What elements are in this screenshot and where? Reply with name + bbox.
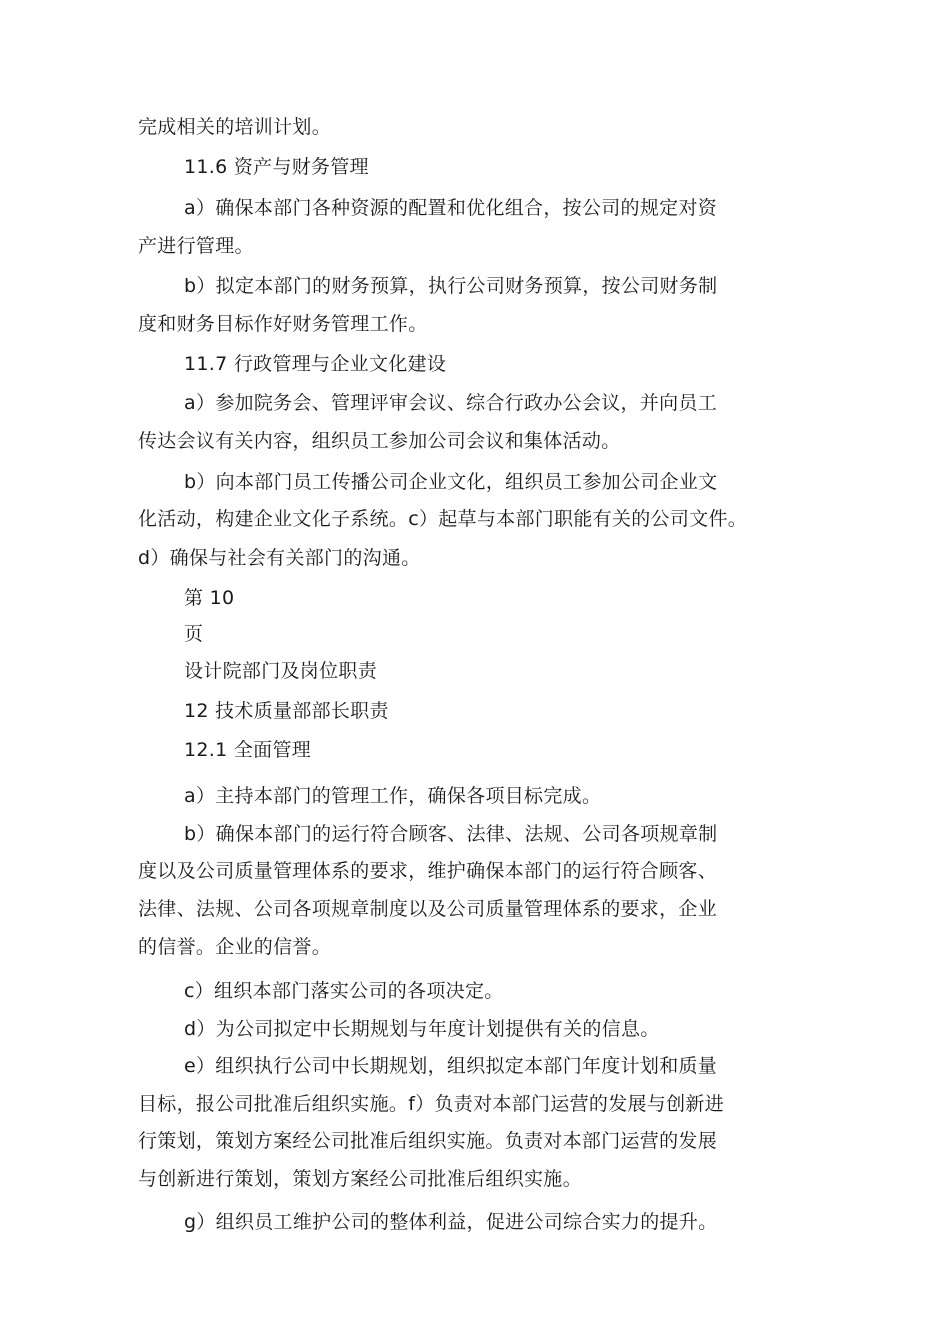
text-line: 度和财务目标作好财务管理工作。 xyxy=(138,313,428,335)
text-line: a）参加院务会、管理评审会议、综合行政办公会议，并向员工 xyxy=(184,392,718,414)
text-line: a）确保本部门各种资源的配置和优化组合，按公司的规定对资 xyxy=(184,197,718,219)
text-line: 行策划，策划方案经公司批准后组织实施。负责对本部门运营的发展 xyxy=(138,1130,718,1152)
text-line: 与创新进行策划，策划方案经公司批准后组织实施。 xyxy=(138,1168,582,1190)
text-line: d）确保与社会有关部门的沟通。 xyxy=(138,547,421,569)
text-line: b）拟定本部门的财务预算，执行公司财务预算，按公司财务制 xyxy=(184,275,718,297)
section-heading-11-7: 11.7 行政管理与企业文化建设 xyxy=(184,353,447,375)
text-line: c）组织本部门落实公司的各项决定。 xyxy=(184,980,504,1002)
text-line: d）为公司拟定中长期规划与年度计划提供有关的信息。 xyxy=(184,1018,660,1040)
text-line: 的信誉。企业的信誉。 xyxy=(138,936,332,958)
text-line: a）主持本部门的管理工作，确保各项目标完成。 xyxy=(184,785,602,807)
page-number-label: 第 10 xyxy=(184,587,235,609)
section-heading-12-1: 12.1 全面管理 xyxy=(184,739,312,761)
text-line: 化活动，构建企业文化子系统。c）起草与本部门职能有关的公司文件。 xyxy=(138,508,748,530)
text-line: 法律、法规、公司各项规章制度以及公司质量管理体系的要求，企业 xyxy=(138,898,718,920)
text-line: 目标，报公司批准后组织实施。f）负责对本部门运营的发展与创新进 xyxy=(138,1093,724,1115)
text-line: b）向本部门员工传播公司企业文化，组织员工参加公司企业文 xyxy=(184,471,718,493)
document-title: 设计院部门及岗位职责 xyxy=(184,660,378,682)
text-line: b）确保本部门的运行符合顾客、法律、法规、公司各项规章制 xyxy=(184,823,718,845)
text-line: g）组织员工维护公司的整体利益，促进公司综合实力的提升。 xyxy=(184,1211,718,1233)
page-number-label: 页 xyxy=(184,623,204,645)
text-line: e）组织执行公司中长期规划，组织拟定本部门年度计划和质量 xyxy=(184,1055,718,1077)
section-heading-11-6: 11.6 资产与财务管理 xyxy=(184,156,369,178)
text-line: 产进行管理。 xyxy=(138,235,254,257)
text-line: 传达会议有关内容，组织员工参加公司会议和集体活动。 xyxy=(138,430,621,452)
text-line: 完成相关的培训计划。 xyxy=(138,116,332,138)
text-line: 度以及公司质量管理体系的要求，维护确保本部门的运行符合顾客、 xyxy=(138,860,718,882)
section-heading-12: 12 技术质量部部长职责 xyxy=(184,700,389,722)
